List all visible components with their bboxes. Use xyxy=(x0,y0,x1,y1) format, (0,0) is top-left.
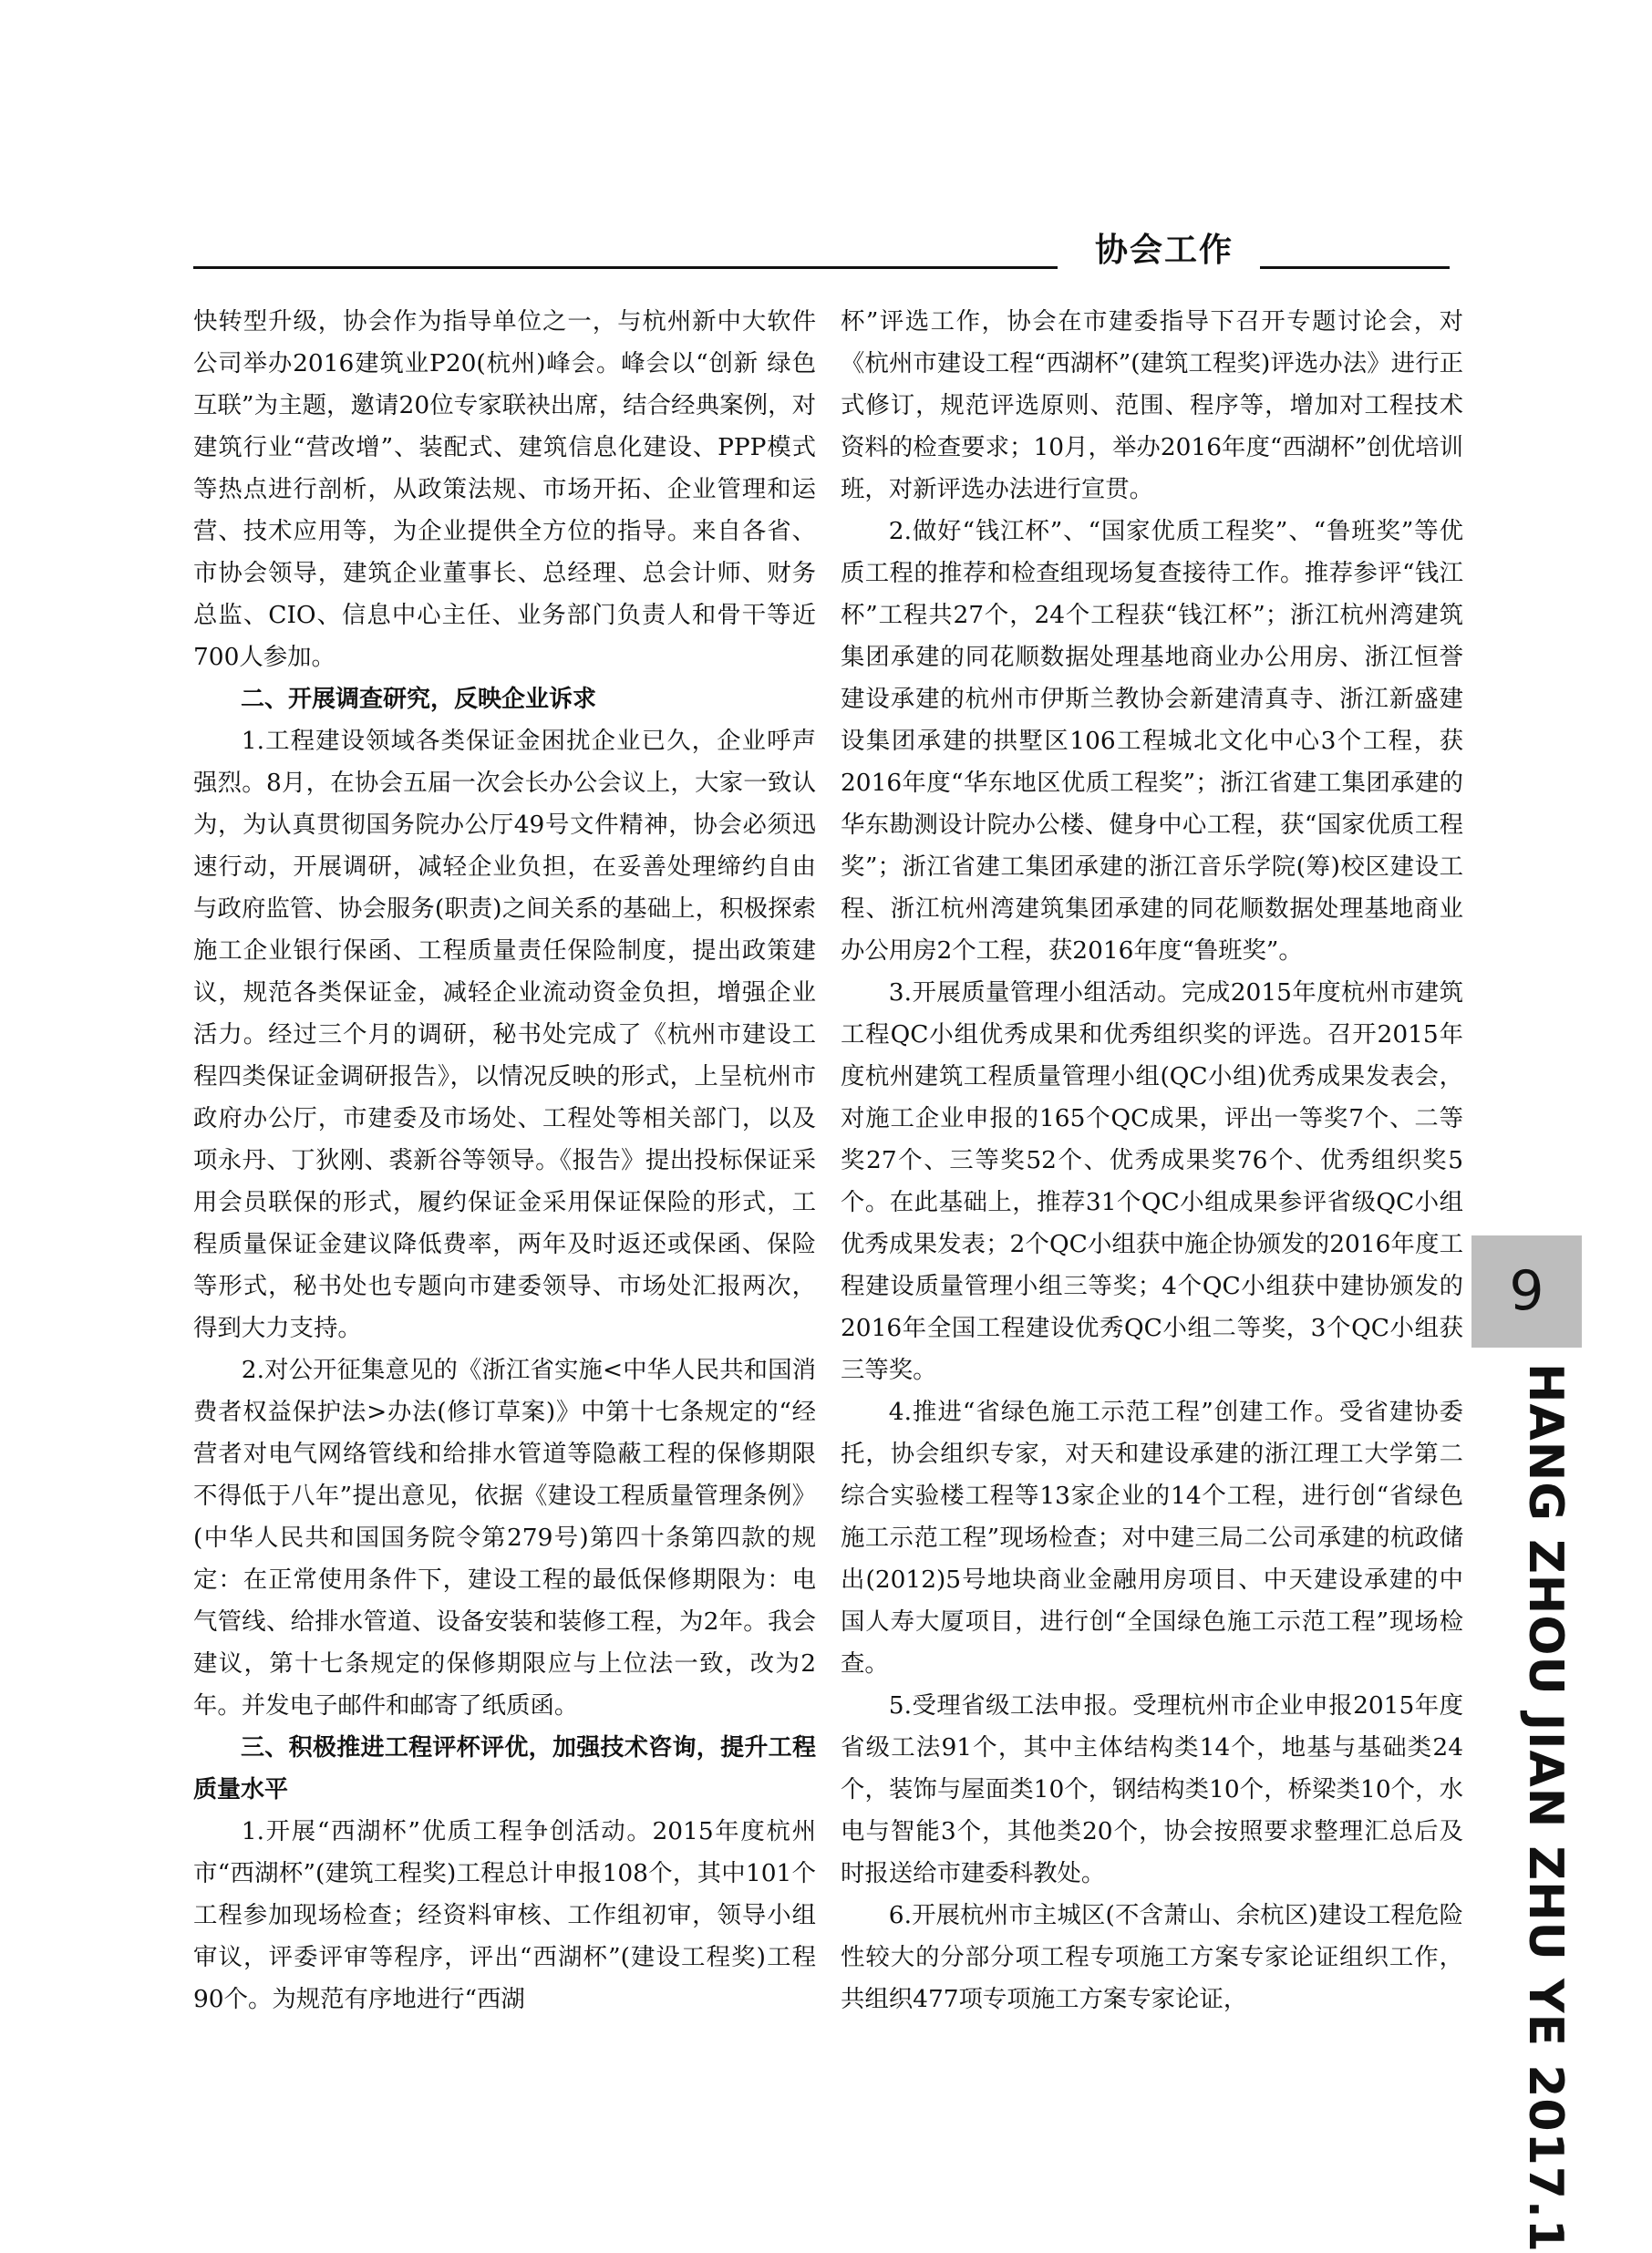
journal-vertical-title: HANG ZHOU JIAN ZHU YE 2017.1 xyxy=(1518,1363,1573,2253)
paragraph: 4.推进“省绿色施工示范工程”创建工作。受省建协委托，协会组织专家，对天和建设承建的浙江理工大学第二综合实验楼工程等13家企业的14个工程，进行创“省绿色施工示范工程”现场检查；对中建三局二公司承建的杭政储出(2012)5号地块商业金融用房项目、中天建设承建的中国人寿大厦项目，进行创“全国绿色施工示范工程”现场检查。 xyxy=(841,1398,1463,1678)
paragraph: 1.开展“西湖杯”优质工程争创活动。2015年度杭州市“西湖杯”(建筑工程奖)工程总计申报108个，其中101个工程参加现场检查；经资料审核、工作组初审，领导小组审议，评委评审等程序，评出“西湖杯”(建设工程奖)工程90个。为规范有序地进行“西湖 xyxy=(193,1817,816,2013)
paragraph: 2.做好“钱江杯”、“国家优质工程奖”、“鲁班奖”等优质工程的推荐和检查组现场复查接待工作。推荐参评“钱江杯”工程共27个，24个工程获“钱江杯”；浙江杭州湾建筑集团承建的同花顺数据处理基地商业办公用房、浙江恒誉建设承建的杭州市伊斯兰教协会新建清真寺、浙江新盛建设集团承建的拱墅区106工程城北文化中心3个工程，获2016年度“华东地区优质工程奖”；浙江省建工集团承建的华东勘测设计院办公楼、健身中心工程，获“国家优质工程奖”；浙江省建工集团承建的浙江音乐学院(筹)校区建设工程、浙江杭州湾建筑集团承建的同花顺数据处理基地商业办公用房2个工程，获2016年度“鲁班奖”。 xyxy=(841,517,1463,965)
right-column xyxy=(841,301,1463,2020)
left-column xyxy=(193,301,816,2020)
paragraph: 2.对公开征集意见的《浙江省实施<中华人民共和国消费者权益保护法>办法(修订草案)》中第十七条规定的“经营者对电气网络管线和给排水管道等隐蔽工程的保修期限不得低于八年”提出意见，依据《建设工程质量管理条例》(中华人民共和国国务院令第279号)第四十条第四款的规定：在正常使用条件下，建设工程的最低保修期限为：电气管线、给排水管道、设备安装和装修工程，为2年。我会建议，第十七条规定的保修期限应与上位法一致，改为2年。并发电子邮件和邮寄了纸质函。 xyxy=(193,1356,816,1720)
page-header xyxy=(193,230,1450,275)
paragraph: 3.开展质量管理小组活动。完成2015年度杭州市建筑工程QC小组优秀成果和优秀组织奖的评选。召开2015年度杭州建筑工程质量管理小组(QC小组)优秀成果发表会，对施工企业申报的165个QC成果，评出一等奖7个、二等奖27个、三等奖52个、优秀成果奖76个、优秀组织奖5个。在此基础上，推荐31个QC小组成果参评省级QC小组优秀成果发表；2个QC小组获中施企协颁发的2016年度工程建设质量管理小组三等奖；4个QC小组获中建协颁发的2016年全国工程建设优秀QC小组二等奖，3个QC小组获三等奖。 xyxy=(841,978,1463,1384)
header-rule-right xyxy=(1260,266,1450,269)
header-rule-left xyxy=(193,266,1058,269)
paragraph: 1.工程建设领域各类保证金困扰企业已久，企业呼声强烈。8月，在协会五届一次会长办公会议上，大家一致认为，为认真贯彻国务院办公厅49号文件精神，协会必须迅速行动，开展调研，减轻企业负担，在妥善处理缔约自由与政府监管、协会服务(职责)之间关系的基础上，积极探索施工企业银行保函、工程质量责任保险制度，提出政策建议，规范各类保证金，减轻企业流动资金负担，增强企业活力。经过三个月的调研，秘书处完成了《杭州市建设工程四类保证金调研报告》，以情况反映的形式，上呈杭州市政府办公厅，市建委及市场处、工程处等相关部门，以及项永丹、丁狄刚、裘新谷等领导。《报告》提出投标保证采用会员联保的形式，履约保证金采用保证保险的形式，工程质量保证金建议降低费率，两年及时返还或保函、保险等形式，秘书处也专题向市建委领导、市场处汇报两次，得到大力支持。 xyxy=(193,727,816,1342)
paragraph: 5.受理省级工法申报。受理杭州市企业申报2015年度省级工法91个，其中主体结构类14个，地基与基础类24个，装饰与屋面类10个，钢结构类10个，桥梁类10个，水电与智能3个，其他类20个，协会按照要求整理汇总后及时报送给市建委科教处。 xyxy=(841,1691,1463,1887)
section-title: 协会工作 xyxy=(1094,232,1234,269)
section-heading: 二、开展调查研究，反映企业诉求 xyxy=(241,686,597,713)
paragraph: 6.开展杭州市主城区(不含萧山、余杭区)建设工程危险性较大的分部分项工程专项施工方案专家论证组织工作，共组织477项专项施工方案专家论证， xyxy=(841,1901,1463,2013)
section-heading: 三、积极推进工程评杯评优，加强技术咨询，提升工程质量水平 xyxy=(193,1734,816,1803)
paragraph: 快转型升级，协会作为指导单位之一，与杭州新中大软件公司举办2016建筑业P20(杭州)峰会。峰会以“创新 绿色 互联”为主题，邀请20位专家联袂出席，结合经典案例，对建筑行业“营改增”、装配式、建筑信息化建设、PPP模式等热点进行剖析，从政策法规、市场开拓、企业管理和运营、技术应用等，为企业提供全方位的指导。来自各省、市协会领导，建筑企业董事长、总经理、总会计师、财务总监、CIO、信息中心主任、业务部门负责人和骨干等近700人参加。 xyxy=(193,307,816,671)
paragraph: 杯”评选工作，协会在市建委指导下召开专题讨论会，对《杭州市建设工程“西湖杯”(建筑工程奖)评选办法》进行正式修订，规范评选原则、范围、程序等，增加对工程技术资料的检查要求；10月，举办2016年度“西湖杯”创优培训班，对新评选办法进行宣贯。 xyxy=(841,307,1463,503)
page-number: 9 xyxy=(1509,1259,1544,1323)
